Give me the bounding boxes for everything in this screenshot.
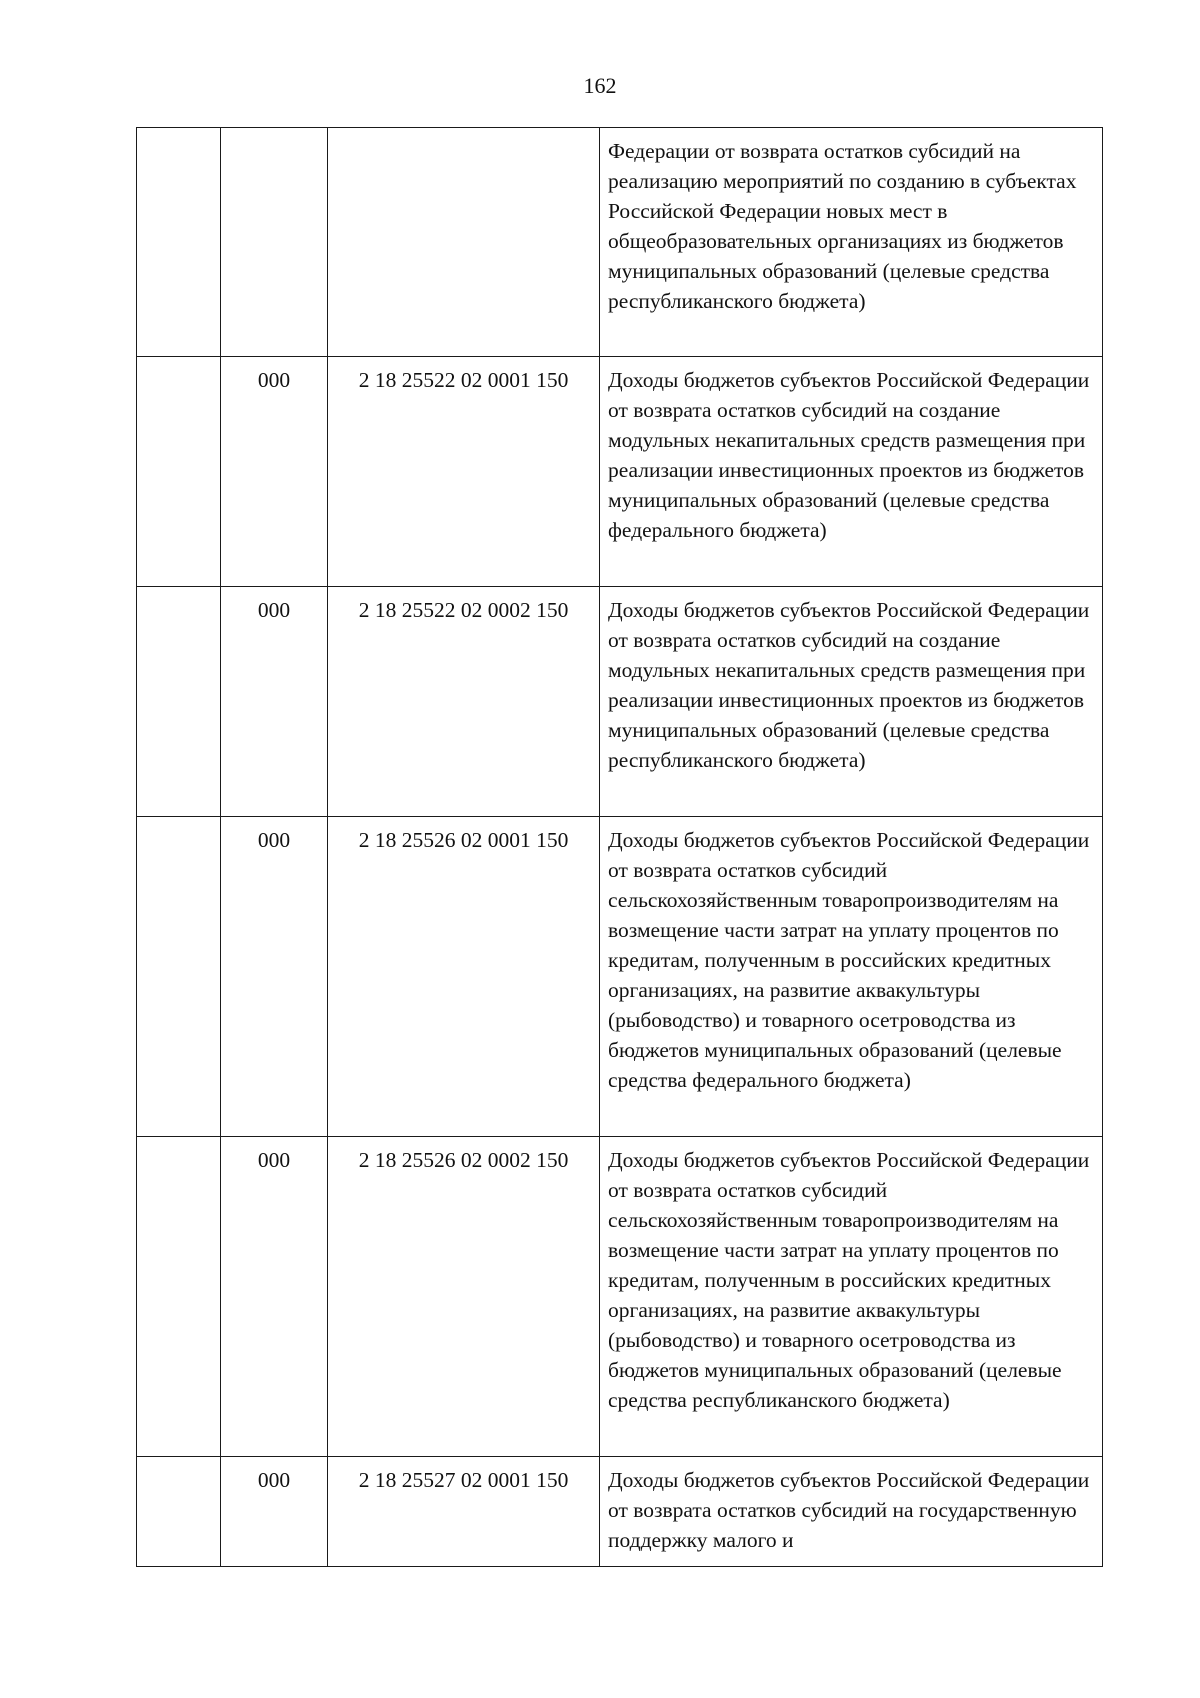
empty-cell — [137, 357, 221, 587]
kbk-cell — [328, 128, 600, 357]
kbk-cell: 2 18 25526 02 0002 150 — [328, 1137, 600, 1457]
revenue-codes-table — [136, 127, 1103, 1567]
name-cell: Доходы бюджетов субъектов Российской Федерации от возврата остатков субсидий на государственную поддержку малого и — [600, 1457, 1103, 1567]
name-cell: Федерации от возврата остатков субсидий на реализацию мероприятий по созданию в субъектах Российской Федерации новых мест в общеобразовательных организациях из бюджетов муниципальных образований (целевые средства республиканского бюджета) — [600, 128, 1103, 357]
empty-cell — [137, 1137, 221, 1457]
kbk-cell: 2 18 25527 02 0001 150 — [328, 1457, 600, 1567]
table-row — [137, 1457, 1103, 1567]
kbk-cell: 2 18 25526 02 0001 150 — [328, 817, 600, 1137]
page-number: 162 — [583, 73, 617, 98]
table-row — [137, 1137, 1103, 1457]
admin-code-cell: 000 — [221, 587, 328, 817]
kbk-cell: 2 18 25522 02 0001 150 — [328, 357, 600, 587]
table-row — [137, 357, 1103, 587]
name-cell: Доходы бюджетов субъектов Российской Федерации от возврата остатков субсидий сельскохозяйственным товаропроизводителям на возмещение части затрат на уплату процентов по кредитам, полученным в российских кредитных организациях, на развитие аквакультуры (рыбоводство) и товарного осетроводства из бюджетов муниципальных образований (целевые средства республиканского бюджета) — [600, 1137, 1103, 1457]
admin-code-cell: 000 — [221, 817, 328, 1137]
table-row — [137, 587, 1103, 817]
name-cell: Доходы бюджетов субъектов Российской Федерации от возврата остатков субсидий на создание модульных некапитальных средств размещения при реализации инвестиционных проектов из бюджетов муниципальных образований (целевые средства федерального бюджета) — [600, 357, 1103, 587]
admin-code-cell: 000 — [221, 357, 328, 587]
admin-code-cell: 000 — [221, 1457, 328, 1567]
empty-cell — [137, 128, 221, 357]
admin-code-cell: 000 — [221, 1137, 328, 1457]
kbk-cell: 2 18 25522 02 0002 150 — [328, 587, 600, 817]
empty-cell — [137, 587, 221, 817]
table-row — [137, 128, 1103, 357]
empty-cell — [137, 817, 221, 1137]
admin-code-cell — [221, 128, 328, 357]
name-cell: Доходы бюджетов субъектов Российской Федерации от возврата остатков субсидий сельскохозяйственным товаропроизводителям на возмещение части затрат на уплату процентов по кредитам, полученным в российских кредитных организациях, на развитие аквакультуры (рыбоводство) и товарного осетроводства из бюджетов муниципальных образований (целевые средства федерального бюджета) — [600, 817, 1103, 1137]
name-cell: Доходы бюджетов субъектов Российской Федерации от возврата остатков субсидий на создание модульных некапитальных средств размещения при реализации инвестиционных проектов из бюджетов муниципальных образований (целевые средства республиканского бюджета) — [600, 587, 1103, 817]
empty-cell — [137, 1457, 221, 1567]
table-row — [137, 817, 1103, 1137]
